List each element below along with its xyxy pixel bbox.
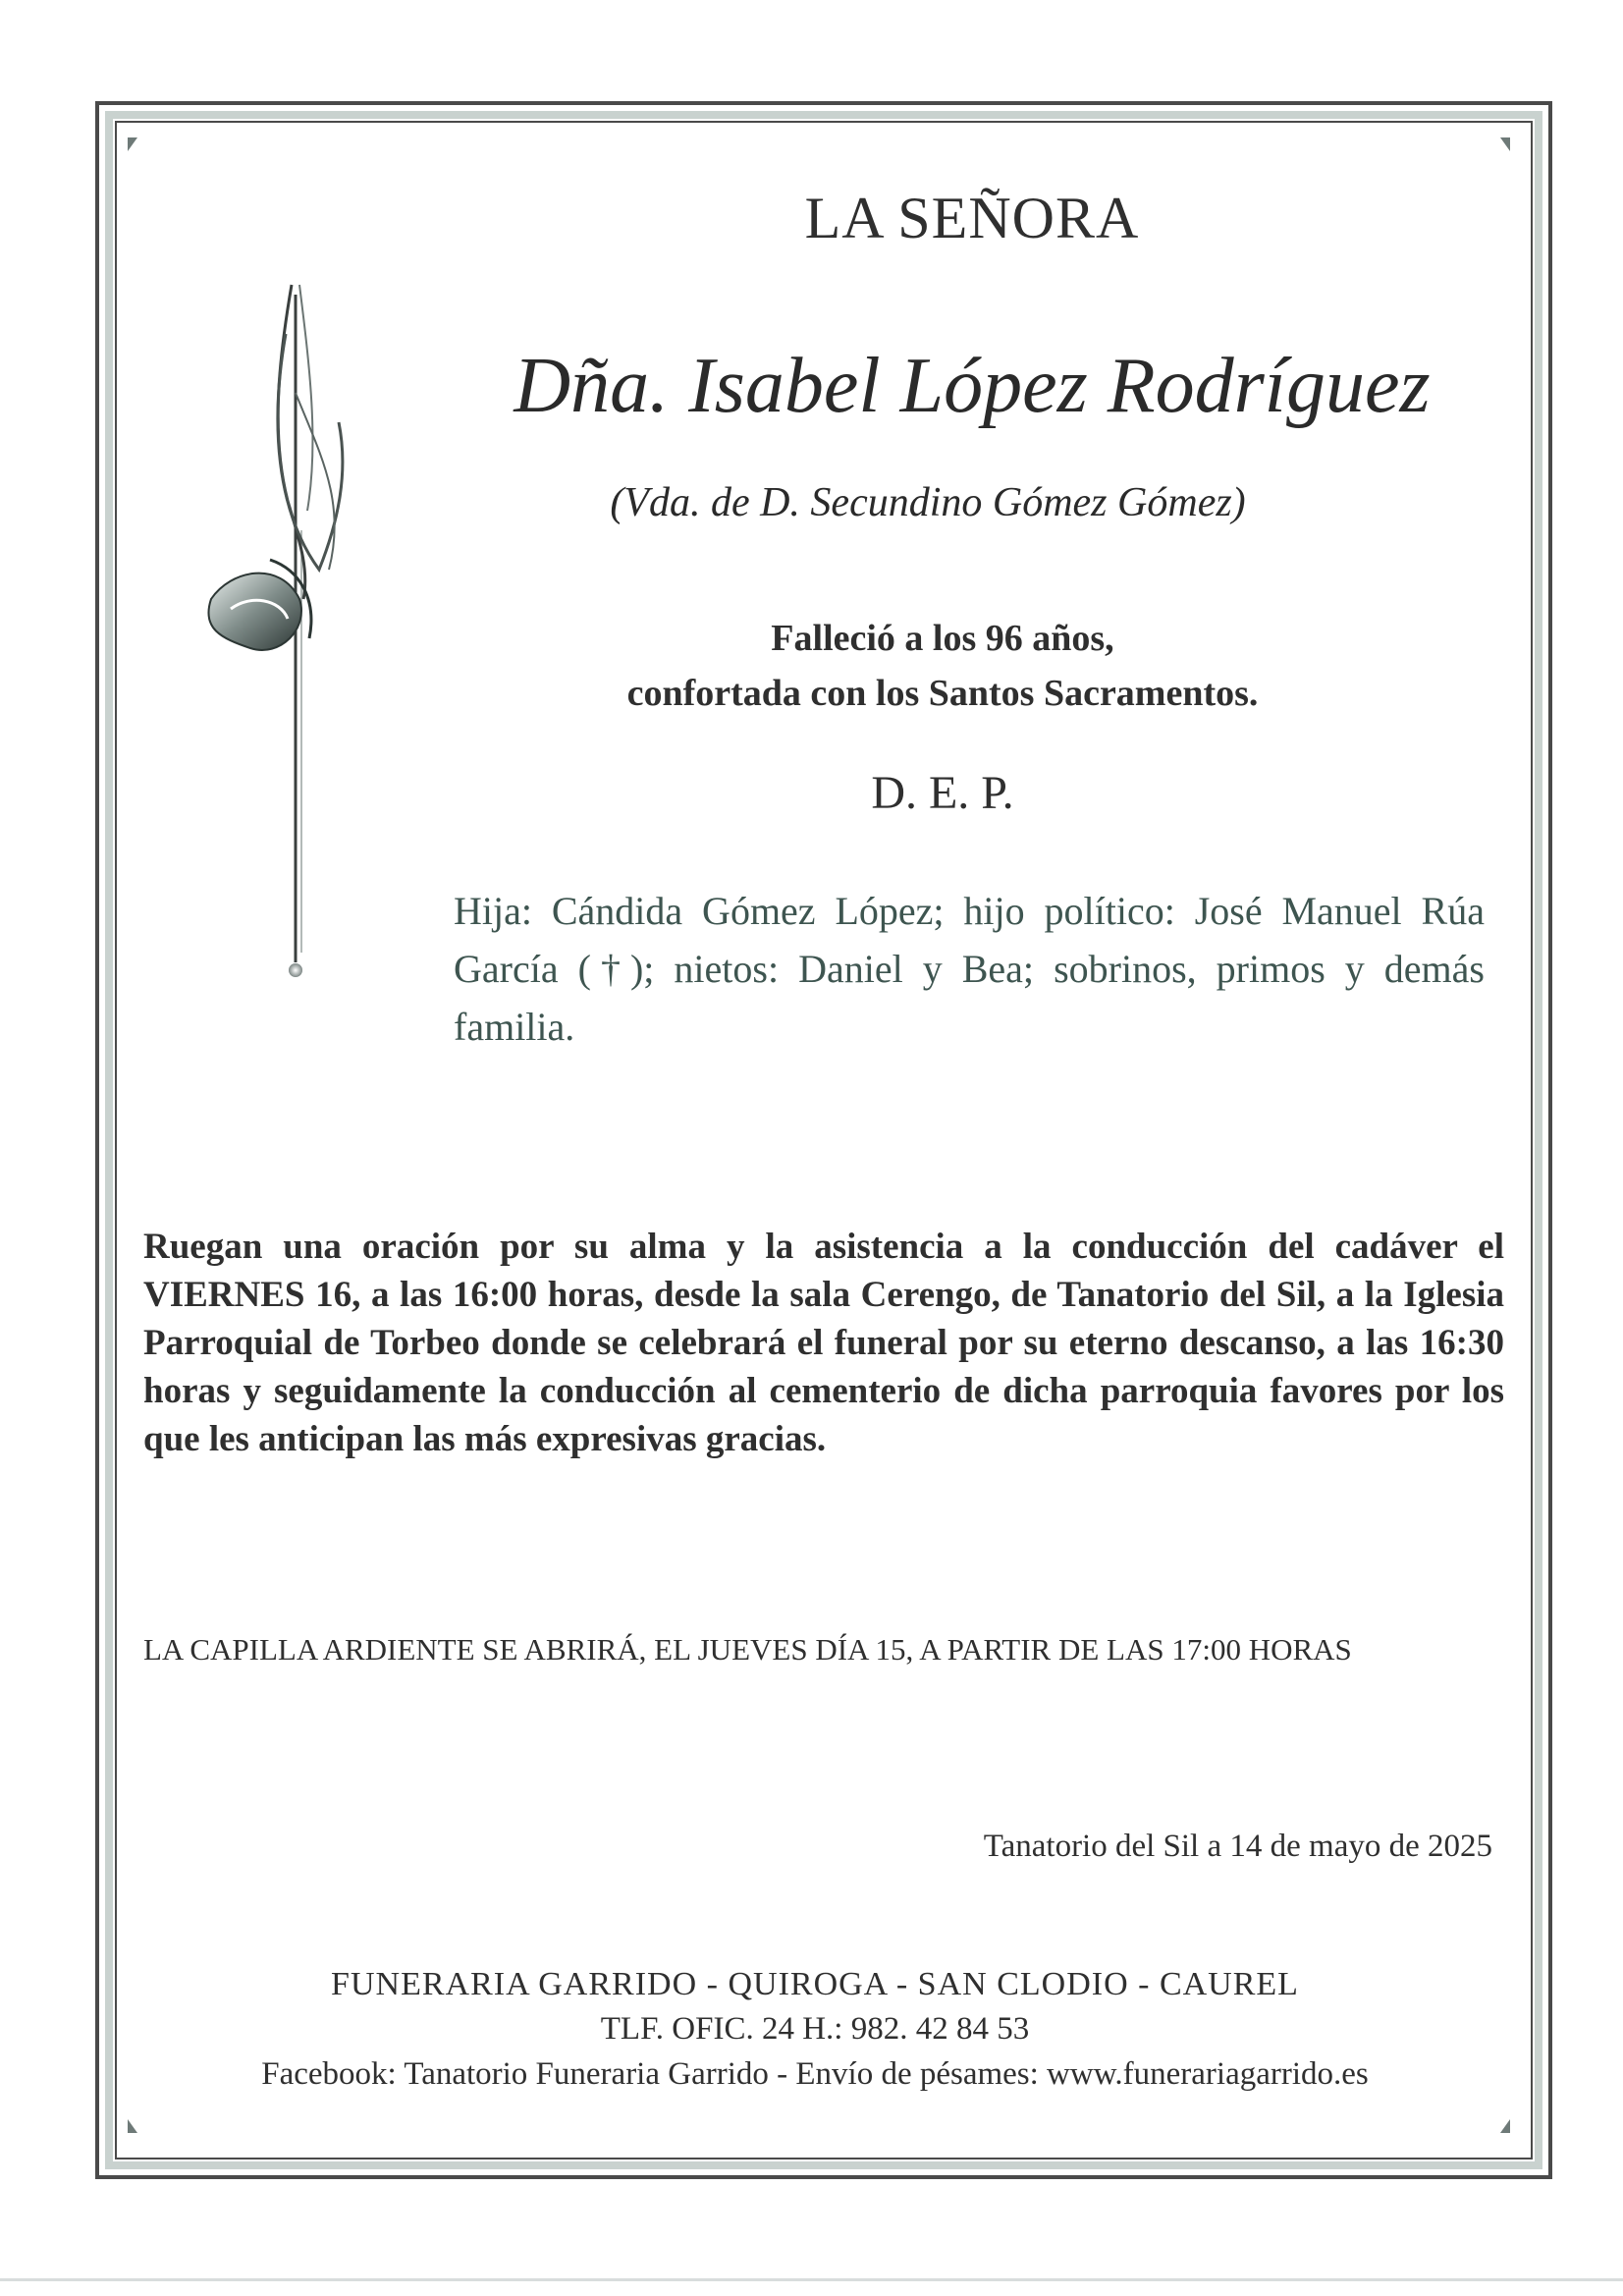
corner-ornament-icon [1500, 2119, 1510, 2133]
funeral-request: Ruegan una oración por su alma y la asistencia a la conducción del cadáver el VIERNES 16, a las 16:00 horas, desde la sala Cerengo, de Tanatorio del Sil, a la Iglesia Parroquial de Torbeo donde se celebrará el funeral por su eterno descanso, a las 16:30 horas y seguidamente la conducción al cementerio de dicha parroquia favores por los que les anticipan las más expresivas gracias. [143, 1227, 1504, 1459]
cross-ribbon-icon [201, 275, 358, 1002]
widow-of: (Vda. de D. Secundino Gómez Gómez) [610, 480, 1246, 525]
funeral-home: FUNERARIA GARRIDO - QUIROGA - SAN CLODIO - CAUREL [331, 1966, 1299, 2002]
phone-line: TLF. OFIC. 24 H.: 982. 42 84 53 [600, 2011, 1030, 2047]
sacraments-line: confortada con los Santos Sacramentos. [626, 673, 1259, 714]
scan-edge-line [0, 2278, 1623, 2281]
corner-ornament-icon [1500, 137, 1510, 151]
age-line: Falleció a los 96 años, [771, 618, 1114, 659]
chapel-notice: LA CAPILLA ARDIENTE SE ABRIRÁ, EL JUEVES DÍA 15, A PARTIR DE LAS 17:00 HORAS [143, 1632, 1352, 1667]
rip: D. E. P. [871, 767, 1014, 819]
family-list: Hija: Cándida Gómez López; hijo político: José Manuel Rúa García (†); nietos: Daniel y Bea; sobrinos, primos y demás familia. [454, 889, 1485, 1049]
deceased-name: Dña. Isabel López Rodríguez [514, 343, 1431, 429]
place-date: Tanatorio del Sil a 14 de mayo de 2025 [983, 1829, 1492, 1864]
corner-ornament-icon [128, 137, 137, 151]
social-line: Facebook: Tanatorio Funeraria Garrido - Envío de pésames: www.funerariagarrido.es [261, 2056, 1369, 2092]
heading: LA SEÑORA [804, 186, 1140, 250]
corner-ornament-icon [128, 2119, 137, 2133]
